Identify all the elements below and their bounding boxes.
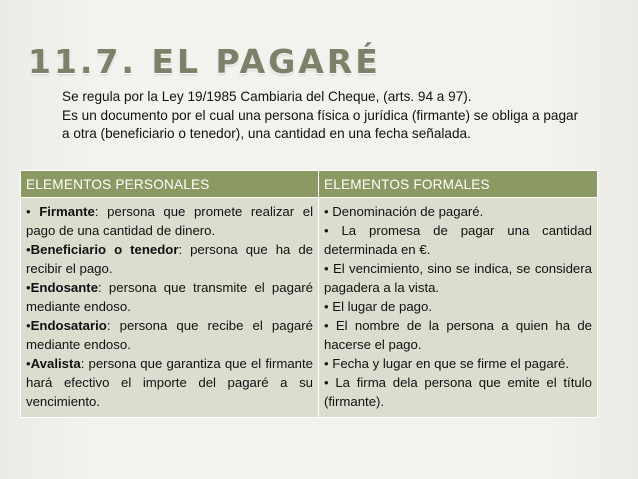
slide-title: 11.7. EL PAGARÉ xyxy=(28,42,381,81)
formal-entry: • Denominación de pagaré. xyxy=(324,204,484,219)
definition: : persona que transmite el pagaré mediante endoso. xyxy=(26,280,313,314)
intro-text xyxy=(62,88,587,144)
definition: : persona que garantiza que el firmante hará efectivo el importe del pagaré a su vencimiento. xyxy=(26,356,313,409)
bullet: • xyxy=(26,280,31,295)
formales-cell xyxy=(319,198,598,418)
formal-entry: • La promesa de pagar una cantidad determinada en €. xyxy=(324,223,592,257)
personal-entry-beneficiario xyxy=(26,240,313,278)
definition: : persona que ha de recibir el pago. xyxy=(26,242,313,276)
bullet: • xyxy=(26,204,40,219)
personal-entry-firmante xyxy=(26,202,313,240)
bullet: • xyxy=(26,318,31,333)
term: Beneficiario o tenedor xyxy=(30,242,179,257)
intro-line-law: Se regula por la Ley 19/1985 Cambiaria del Cheque, (arts. 94 a 97). xyxy=(62,89,472,104)
personal-entry-endosante xyxy=(26,278,313,316)
term: Avalista xyxy=(30,356,81,371)
term: Endosante xyxy=(30,280,99,295)
formal-entry: • El vencimiento, sino se indica, se considera pagadera a la vista. xyxy=(324,261,592,295)
table-row xyxy=(21,198,598,418)
header-personales: ELEMENTOS PERSONALES xyxy=(21,171,319,198)
table-header-row xyxy=(21,171,598,198)
formal-entry: • Fecha y lugar en que se firme el pagaré. xyxy=(324,356,570,371)
personales-cell xyxy=(21,198,319,418)
bullet: • xyxy=(26,356,31,371)
formal-entry: • El lugar de pago. xyxy=(324,299,432,314)
term: Endosatario xyxy=(30,318,107,333)
definition: : persona que recibe el pagaré mediante endoso. xyxy=(26,318,313,352)
elements-table xyxy=(20,170,598,418)
formal-entry: • La firma dela persona que emite el título (firmante). xyxy=(324,375,592,409)
bullet: • xyxy=(26,242,31,257)
personal-entry-avalista xyxy=(26,354,313,411)
personal-entry-endosatario xyxy=(26,316,313,354)
intro-line-definition: Es un documento por el cual una persona física o jurídica (firmante) se obliga a pagar a otra (beneficiario o tenedor), una cantidad en una fecha señalada. xyxy=(62,107,579,141)
formal-entry: • El nombre de la persona a quien ha de hacerse el pago. xyxy=(324,318,592,352)
header-formales: ELEMENTOS FORMALES xyxy=(319,171,598,198)
definition: : persona que promete realizar el pago de una cantidad de dinero. xyxy=(26,204,314,238)
term: Firmante xyxy=(39,204,95,219)
